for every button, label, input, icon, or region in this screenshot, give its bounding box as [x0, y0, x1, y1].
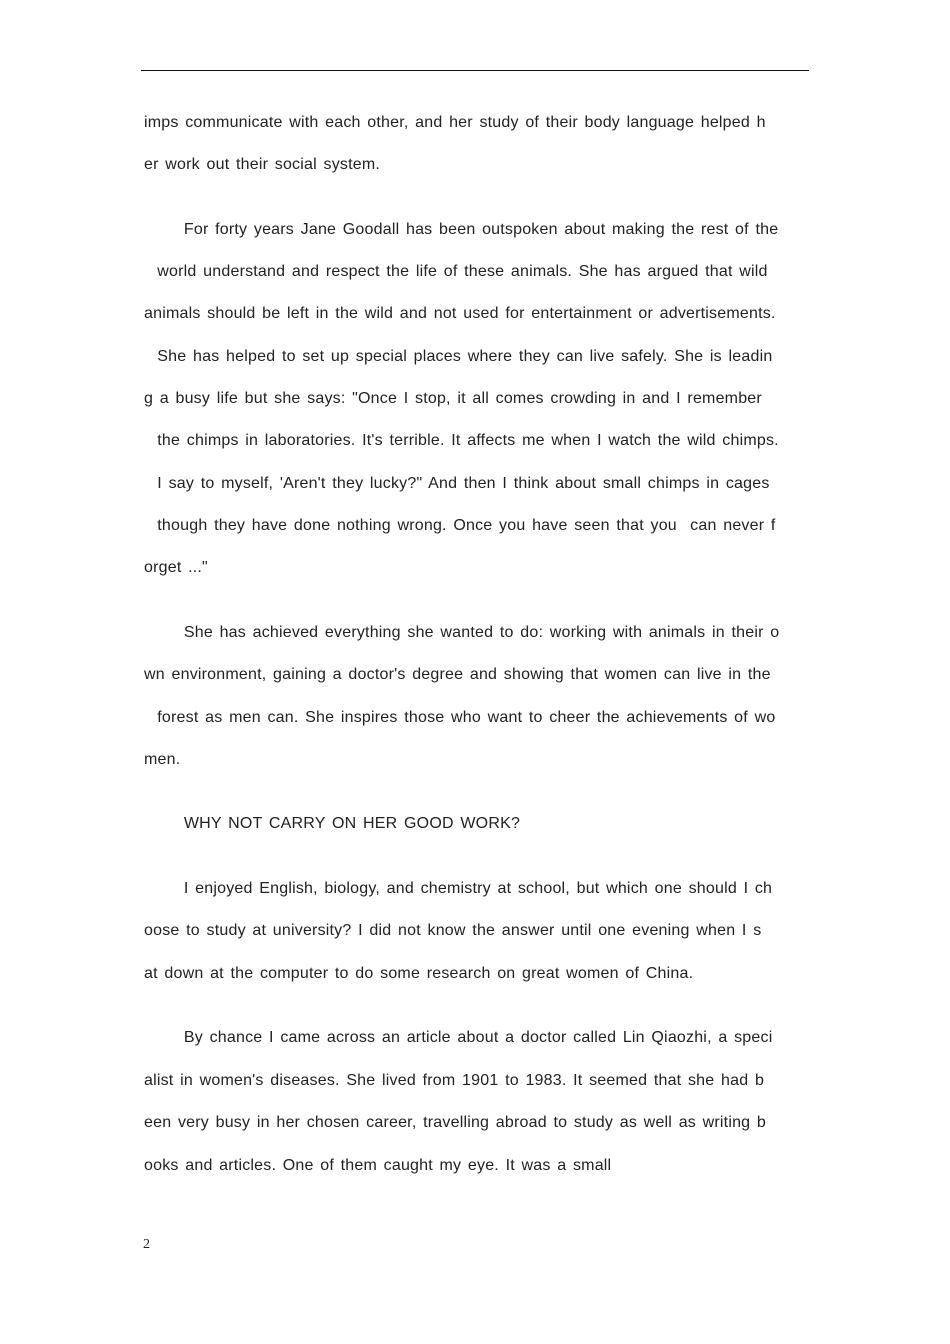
text-line: She has helped to set up special places where they can live safely. She is leadin [144, 348, 773, 365]
section-heading: WHY NOT CARRY ON HER GOOD WORK? [144, 815, 521, 832]
text-line: animals should be left in the wild and not used for entertainment or advertisements. [144, 305, 776, 322]
text-line: For forty years Jane Goodall has been outspoken about making the rest of the [144, 221, 779, 238]
text-line: ooks and articles. One of them caught my eye. It was a small [144, 1157, 612, 1174]
text-line: By chance I came across an article about a doctor called Lin Qiaozhi, a speci [144, 1029, 773, 1046]
text-line: wn environment, gaining a doctor's degree and showing that women can live in the [144, 666, 771, 683]
text-line: though they have done nothing wrong. Once you have seen that you can never f [144, 517, 776, 534]
text-line: g a busy life but she says: "Once I stop, it all comes crowding in and I remember [144, 390, 762, 407]
text-line: orget ..." [144, 559, 208, 576]
text-line: imps communicate with each other, and her study of their body language helped h [144, 114, 766, 131]
text-line: oose to study at university? I did not know the answer until one evening when I s [144, 922, 762, 939]
text-line: I enjoyed English, biology, and chemistry at school, but which one should I ch [144, 880, 773, 897]
text-line: er work out their social system. [144, 156, 381, 173]
text-line: She has achieved everything she wanted to do: working with animals in their o [144, 624, 780, 641]
text-line: I say to myself, 'Aren't they lucky?" And then I think about small chimps in cages [144, 475, 770, 492]
text-line: alist in women's diseases. She lived from 1901 to 1983. It seemed that she had b [144, 1072, 765, 1089]
text-line: at down at the computer to do some research on great women of China. [144, 965, 694, 982]
header-rule [141, 70, 809, 71]
text-line: forest as men can. She inspires those who want to cheer the achievements of wo [144, 709, 776, 726]
text-line: men. [144, 751, 181, 768]
text-line: een very busy in her chosen career, travelling abroad to study as well as writing b [144, 1114, 767, 1131]
text-line: world understand and respect the life of these animals. She has argued that wild [144, 263, 768, 280]
text-line: the chimps in laboratories. It's terrible. It affects me when I watch the wild chimps. [144, 432, 779, 449]
page-number: 2 [143, 1237, 150, 1252]
